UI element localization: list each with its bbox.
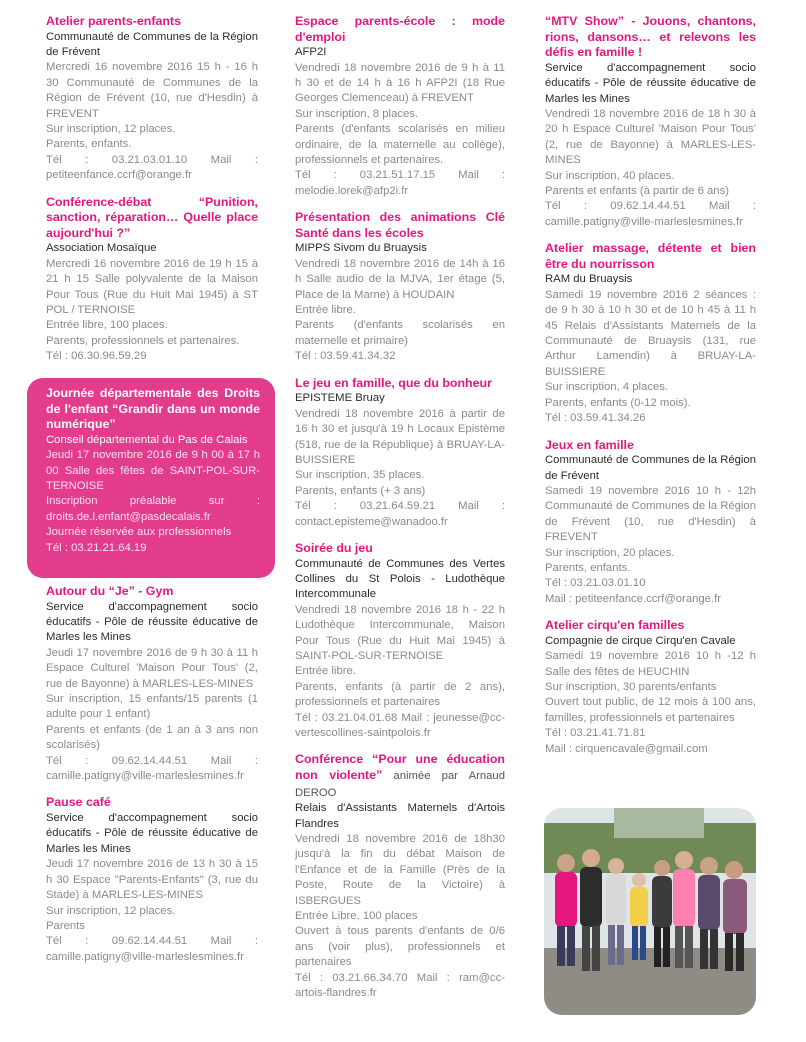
event-detail: Samedi 19 novembre 2016 10 h -12 h Salle des fêtes de HEUCHIN [545,650,756,678]
event-jeu-en-famille [295,376,505,530]
event-detail: Sur inscription, 20 places. [545,546,675,559]
event-title: Journée départementale des Droits de l'enfant “Grandir dans un monde numérique” [46,386,260,432]
event-title: Atelier parents-enfants [46,14,181,28]
event-detail: Journée réservée aux professionnels [46,526,232,539]
event-cle-sante [295,210,505,364]
event-organizer: Communauté de Communes de la Région de Frévent [545,454,756,482]
event-detail: Ouvert à tous parents d'enfants de 0/6 ans (voir plus), professionnels et partenaires [295,925,505,969]
event-contact: Tél : 03.21.51.17.15 Mail : melodie.lorek@afp2i.fr [295,169,505,197]
event-detail: Vendredi 18 novembre 2016 18 h - 22 h Ludothèque Intercommunale, Maison Pour Tous (Rue du Huit Mai 1945) à SAINT-POL-SUR-TERNOISE [295,603,505,662]
event-detail: Parents, professionnels et partenaires. [46,334,240,347]
event-autour-du-je-gym [46,584,258,784]
event-organizer: Service d'accompagnement socio éducatifs - Pôle de réussite éducative de Marles les Mines [46,812,258,855]
event-title: Espace parents-école : mode d'emploi [295,14,505,44]
event-organizer: EPISTEME Bruay [295,392,385,405]
event-organizer: Service d'accompagnement socio éducatifs - Pôle de réussite éducative de Marles les Mines [545,61,756,105]
event-contact: Tél : 03.21.21.64.19 [46,541,147,554]
event-contact: Tél : 03.21.66.34.70 Mail : ram@cc-artois-flandres.fr [295,971,505,1000]
event-detail: Ouvert tout public, de 12 mois à 100 ans, familles, professionnels et partenaires [545,696,756,724]
event-atelier-massage [545,241,756,426]
event-title: “MTV Show” - Jouons, chantons, rions, dansons… et relevons les défis en famille ! [545,14,756,60]
event-detail: Vendredi 18 novembre 2016 de 18 h 30 à 20 h Espace Culturel 'Maison Pour Tous' (2, rue de Bayonne) à MARLES-LES-MINES [545,108,756,167]
event-title: Atelier massage, détente et bien être du nourrisson [545,241,756,271]
group-photo [544,808,756,1015]
event-detail: Vendredi 18 novembre 2016 de 9 h à 11 h 30 et de 14 h à 16 h AFP2I (18 Rue Georges Clemenceau) à FREVENT [295,61,505,105]
event-organizer: Service d'accompagnement socio éducatifs - Pôle de réussite éducative de Marles les Mines [46,600,258,644]
event-organizer: Relais d'Assistants Maternels d'Artois Flandres [295,802,505,830]
group-photo-icon [544,808,756,1015]
event-detail: Parents, enfants (à partir de 2 ans), professionnels et partenaires [295,680,505,709]
event-soiree-du-jeu [295,541,505,741]
event-contact: Tél : 03.21.64.59.21 Mail : contact.episteme@wanadoo.fr [295,500,505,528]
event-title: Atelier cirqu'en familles [545,618,685,633]
event-jeux-en-famille [545,438,756,608]
event-journee-departementale [46,386,260,556]
event-detail: Parents et enfants (à partir de 6 ans) [545,185,729,198]
event-detail: Entrée libre, 100 places. [46,319,168,332]
event-contact: Tél : 03.21.04.01.68 Mail : jeunesse@cc-vertescollines-saintpolois.fr [295,711,505,739]
event-detail: Sur inscription, 40 places. [545,169,675,182]
event-contact: Tél : 09.62.14.44.51 Mail : camille.patigny@ville-marleslesmines.fr [46,754,258,783]
event-detail: Vendredi 18 novembre 2016 de 18h30 jusqu'à la fin du débat Maison de l'Enfance et de la Famille (Près de la Poste, Route de la Victoire) à ISBERGUES [295,833,505,907]
event-organizer: Communauté de Communes de la Région de Frévent [46,30,258,58]
event-detail: Sur inscription, 4 places. [545,381,669,394]
event-title: Pause café [46,795,111,810]
event-contact: Tél : 09.62.14.44.51 Mail : camille.patigny@ville-marleslesmines.fr [545,200,756,228]
event-contact: Tél : 03.59.41.34.32 [295,350,396,363]
event-detail: Parents (d'enfants scolarisés en maternelle et primaire) [295,319,505,347]
event-detail: Mercredi 16 novembre 2016 de 19 h 15 à 21 h 15 Salle polyvalente de la Maison Pour Tous (Rue du Huit Mai 1945) à ST POL / TERNOISE [46,257,258,317]
event-detail: Entrée Libre, 100 places [295,910,418,923]
event-conference-punition [46,195,258,365]
event-organizer: RAM du Bruaysis [545,273,633,286]
event-contact: Mail : petiteenfance.ccrf@orange.fr [545,592,721,605]
event-detail: Parents, enfants. [46,138,132,151]
event-detail: Sur inscription, 8 places. [295,107,419,120]
event-detail: Parents (d'enfants scolarisés en milieu ordinaire, de la maternelle au collège), professionnels et partenaires. [295,123,505,167]
event-detail: Sur inscription, 12 places. [46,123,176,136]
event-detail: Sur inscription, 35 places. [295,469,425,482]
event-contact: Tél : 03.21.03.01.10 Mail : petiteenfance.ccrf@orange.fr [46,153,258,182]
event-contact: Tél : 09.62.14.44.51 Mail : camille.patigny@ville-marleslesmines.fr [46,935,258,963]
column-3 [545,14,756,768]
event-detail: Vendredi 18 novembre 2016 à partir de 16 h 30 et jusqu'à 19 h Locaux Epistème (518, rue de la République) à BRUAY-LA-BUISSIERE [295,407,505,466]
event-contact: Tél : 03.21.03.01.10 [545,577,646,590]
event-title: Conférence-débat “Punition, sanction, réparation… Quelle place aujourd'hui ?” [46,194,258,240]
event-title-suffix: animée par Arnaud DEROO [295,770,505,799]
event-detail: Mercredi 16 novembre 2016 15 h - 16 h 30 Communauté de Communes de la Région de Frévent (10, rue d'Hesdin) à FREVENT [46,61,258,120]
event-contact: Tél : 06.30.96.59.29 [46,350,147,363]
event-detail: Parents, enfants (+ 3 ans) [295,484,426,497]
event-conference-education-non-violente [295,752,505,1001]
event-organizer: Association Mosaïque [46,242,157,255]
event-organizer: Compagnie de cirque Cirqu'en Cavale [545,634,736,647]
event-detail: Samedi 19 novembre 2016 2 séances : de 9 h 30 à 10 h 30 et de 10 h 45 à 11 h 45 Relais d'Assistants Maternels de la Communauté de Bruaysis (131, rue Arthur Lamendin) à BRUAY-LA-BUISSIERE [545,288,756,378]
event-detail: Sur inscription, 12 places. [46,904,176,917]
event-detail: Parents et enfants (de 1 an à 3 ans non scolarisés) [46,723,258,752]
event-detail: Sur inscription, 30 parents/enfants [545,680,717,693]
event-contact: Mail : cirquencavale@gmail.com [545,742,708,755]
event-title: Autour du “Je” - Gym [46,584,174,598]
event-atelier-cirque [545,618,756,757]
event-detail: Entrée libre. [295,665,356,678]
event-detail: Jeudi 17 novembre 2016 de 9 h 00 à 17 h 00 Salle des fêtes de SAINT-POL-SUR-TERNOISE [46,449,260,492]
event-detail: Inscription préalable sur : droits.de.l.enfant@pasdecalais.fr [46,495,260,523]
event-organizer: Communauté de Communes des Vertes Collines du St Polois - Ludothèque Intercommunale [295,557,505,601]
event-detail: Samedi 19 novembre 2016 10 h - 12h Communauté de Communes de la Région de Frévent (10, rue d'Hesdin) à FREVENT [545,484,756,544]
event-organizer: Conseil départemental du Pas de Calais [46,433,248,446]
event-atelier-parents-enfants [46,14,258,184]
event-title: Présentation des animations Clé Santé dans les écoles [295,210,505,240]
event-title: Jeux en famille [545,437,634,452]
event-detail: Sur inscription, 15 enfants/15 parents (1 adulte pour 1 enfant) [46,693,258,721]
event-contact: Tél : 03.59.41.34.26 [545,412,646,425]
event-title-main: Conférence “Pour une éducation non violente” [295,752,505,782]
event-title: Soirée du jeu [295,540,373,555]
event-detail: Parents, enfants (0-12 mois). [545,396,691,409]
event-pause-cafe [46,795,258,965]
event-detail: Entrée libre. [295,304,356,317]
event-detail: Parents, enfants. [545,561,631,574]
event-detail: Jeudi 17 novembre 2016 de 9 h 30 à 11 h Espace Culturel 'Maison Pour Tous' (2, rue de Bayonne) à MARLES-LES-MINES [46,646,258,690]
column-1 [46,14,258,376]
event-title: Le jeu en famille, que du bonheur [295,375,492,390]
column-1-lower [46,584,258,976]
event-mtv-show [545,14,756,230]
event-organizer: AFP2I [295,46,327,59]
event-title [295,752,505,801]
event-organizer: MIPPS Sivom du Bruaysis [295,242,427,255]
event-detail: Vendredi 18 novembre 2016 de 14h à 16 h Salle audio de la MJVA, 1er étage (5, Place de la Marne) à HOUDAIN [295,257,505,301]
event-detail: Jeudi 17 novembre 2016 de 13 h 30 à 15 h 30 Espace "Parents-Enfants" (3, rue du Stade) à MARLES-LES-MINES [46,858,258,902]
highlight-box-journee-droits-enfant [27,378,275,578]
event-detail: Parents [46,919,85,932]
event-espace-parents-ecole [295,14,505,199]
event-contact: Tél : 03.21.41.71.81 [545,727,646,740]
column-2 [295,14,505,1012]
